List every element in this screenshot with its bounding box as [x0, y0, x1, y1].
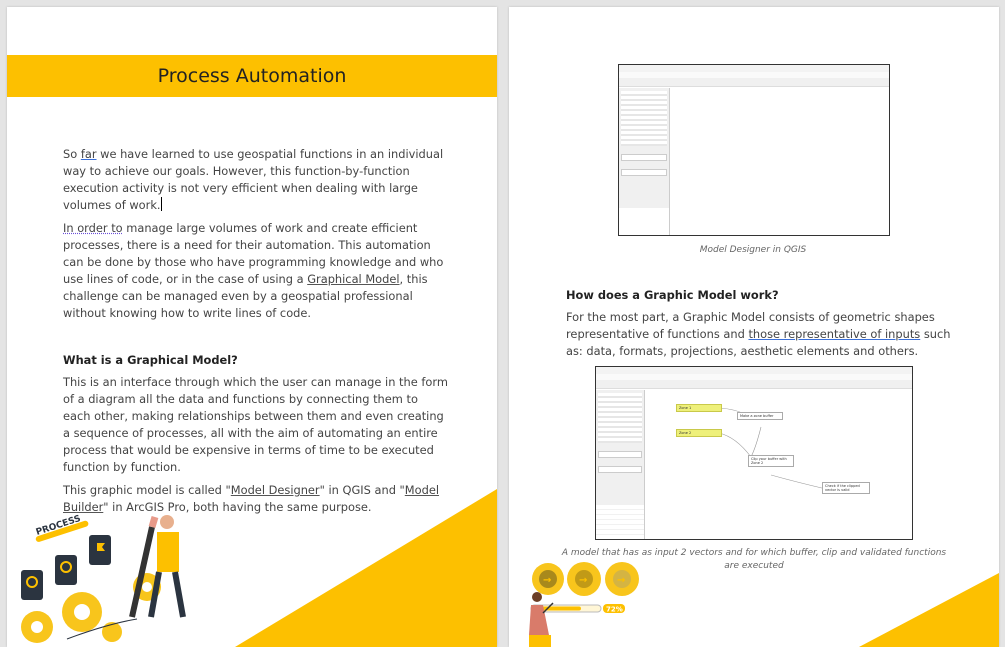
figure-caption: A model that has as input 2 vectors and for which buffer, clip and validated functions are executed [561, 548, 947, 571]
page-title: Process Automation [157, 65, 347, 87]
paragraph: This graphic model is called "Model Designer" in QGIS and "Model Builder" in ArcGIS Pro, both having the same purpose. [63, 483, 439, 514]
process-illustration-icon [21, 514, 183, 643]
page-decoration [7, 7, 497, 647]
figure-caption: Model Designer in QGIS [699, 245, 807, 255]
paragraph: This is an interface through which the user can manage in the form of a diagram all the data and functions by connecting them to each other, making relationships between them and even creating a sequence of processes, all with the aim of automating an entire process that would be expensive in terms of time to be executed function by function. [63, 375, 448, 474]
section-heading: What is a Graphical Model? [63, 353, 238, 367]
link-model-designer[interactable]: Model Designer [230, 483, 320, 497]
paragraph: For the most part, a Graphic Model consists of geometric shapes representative of functions and those representative of inputs such as: data, formats, projections, aesthetic elements and others. [566, 310, 951, 358]
page-1 [7, 7, 497, 647]
model-node: Zone 1 [676, 404, 722, 412]
automation-illustration-icon [529, 562, 639, 647]
svg-text:→: → [579, 575, 588, 586]
svg-text:PROCESS: PROCESS [34, 513, 83, 538]
model-node: Make a zone buffer [737, 412, 783, 420]
model-node: Zone 2 [676, 429, 722, 437]
corner-triangle [235, 489, 497, 647]
svg-text:→: → [543, 575, 552, 586]
svg-text:→: → [617, 575, 626, 586]
spell-flag[interactable]: far [80, 147, 97, 161]
corner-triangle [859, 573, 999, 647]
paragraph: In order to manage large volumes of work and create efficient processes, there is a need for their automation. This automation can be done by those who have programming knowledge and who use lines of code, or in the case of using a Graphical Model, this challenge can be managed even by a geospatial professional without knowing how to write lines of code. [63, 221, 444, 320]
grammar-flag[interactable]: In order to [63, 221, 123, 235]
section-heading: How does a Graphic Model work? [566, 288, 779, 302]
flagged-phrase[interactable]: those representative of inputs [748, 327, 921, 341]
model-node: Clip your buffer with Zone 2 [748, 455, 794, 467]
model-node: Check if the clipped vector is valid [822, 482, 870, 494]
page-2 [509, 7, 999, 647]
link-model-builder[interactable]: Model Builder [63, 483, 439, 514]
paragraph: So far we have learned to use geospatial functions in an individual way to achieve our goals. However, this function-by-function execution activity is not very efficient when dealing with large volumes of work. [63, 147, 444, 212]
link-graphical-model[interactable]: Graphical Model [307, 272, 400, 286]
page-decoration [509, 7, 999, 647]
progress-label: 72% [606, 605, 623, 614]
